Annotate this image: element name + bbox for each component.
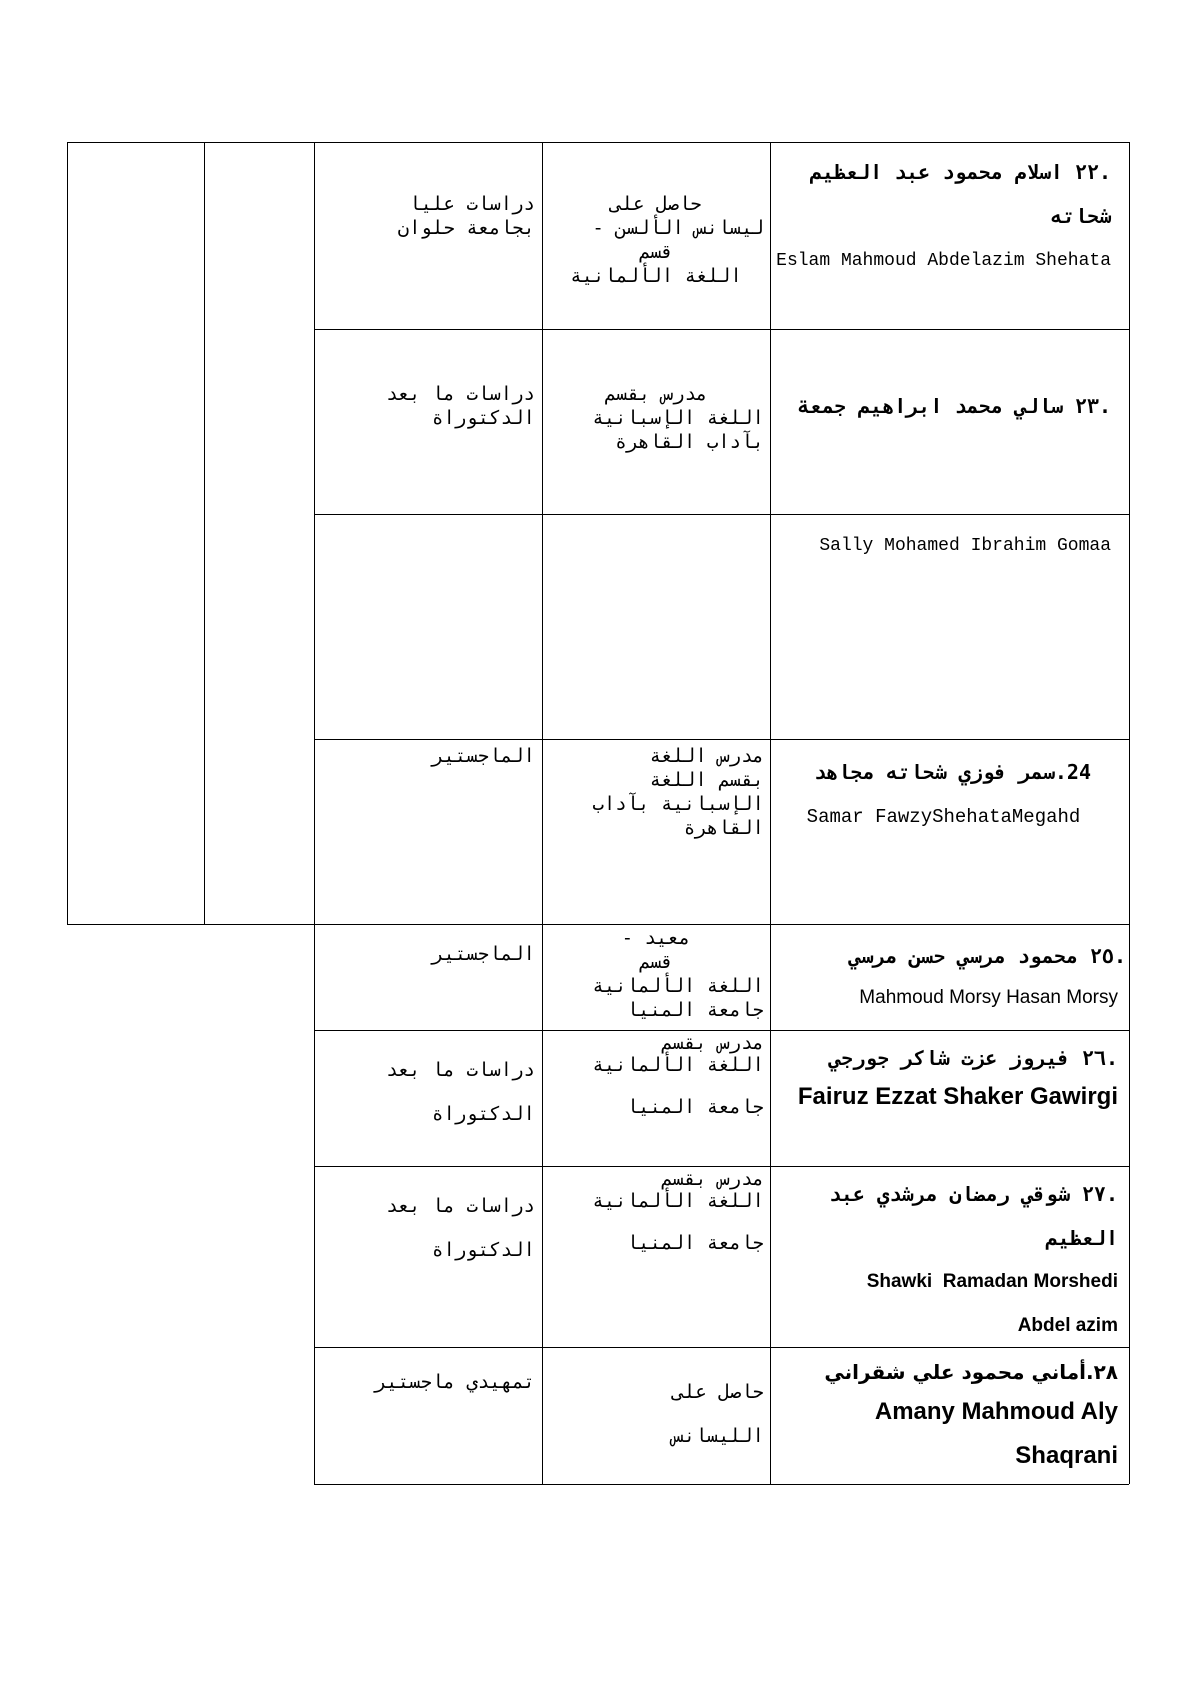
position-line: جامعة المنيا (626, 1096, 764, 1118)
position-line: قسم (638, 241, 674, 263)
grid-line (314, 739, 1129, 740)
grid-line (67, 142, 68, 924)
name-arabic: .٢٦ فيروز عزت شاكر جورجي (828, 1046, 1118, 1070)
name-english: Sally Mohamed Ibrahim Gomaa (819, 536, 1111, 556)
grid-line (67, 924, 1129, 925)
name-english: Amany Mahmoud Aly Shaqrani (874, 1398, 1118, 1469)
position-line: مدرس اللغة (649, 745, 764, 767)
grid-line (314, 1030, 1129, 1031)
table-row (776, 1354, 1118, 1482)
position-line: الليسانس (672, 1425, 764, 1447)
name-english: Shawki Ramadan Morshedi Abdel azim (866, 1271, 1123, 1336)
grid-line (314, 1484, 1129, 1485)
name-arabic: .٢٢ اسلام محمود عبد العظيم شحاته (809, 160, 1111, 228)
grid-line (67, 142, 1129, 143)
position-line: القاهرة (683, 817, 764, 839)
position-line: ليسانس الألسن - (592, 217, 764, 239)
table-row (776, 1036, 1118, 1164)
position-line: اللغة الألمانية (570, 265, 742, 287)
table-row (776, 384, 1111, 512)
grid-line (542, 142, 543, 1484)
name-english: Samar FawzyShehataMegahd (806, 806, 1081, 828)
study-line: الدكتوراة (432, 1239, 535, 1261)
grid-line (314, 142, 315, 1484)
study-line: دراسات ما بعد (386, 1059, 535, 1081)
position-line: جامعة المنيا (626, 999, 764, 1021)
position-line: اللغة الألمانية (592, 1054, 764, 1076)
position-line: مدرس بقسم (661, 1032, 764, 1054)
study-cell (320, 942, 535, 966)
name-english: Fairuz Ezzat Shaker Gawirgi (797, 1083, 1118, 1110)
table-row (776, 150, 1111, 328)
name-arabic: .٢٧ شوقي رمضان مرشدي عبد العظيم (828, 1182, 1118, 1250)
position-cell (548, 1168, 764, 1254)
table-row (776, 934, 1126, 1028)
position-line: اللغة الألمانية (592, 975, 764, 997)
table-row (776, 523, 1111, 623)
study-line: دراسات عليا (409, 193, 535, 215)
name-arabic: 24.سمر فوزي شحاته مجاهد (814, 760, 1091, 784)
study-line: الماجستير (432, 745, 535, 767)
study-cell (320, 1370, 535, 1394)
position-line: قسم (638, 951, 674, 973)
position-line: حاصل على (610, 193, 702, 215)
position-cell (548, 382, 764, 454)
position-line: اللغة الإسبانية (592, 407, 764, 429)
name-arabic: ٢٨.أماني محمود علي شقراني (824, 1360, 1118, 1384)
position-line: معيد - (621, 927, 691, 949)
grid-line (314, 514, 1129, 515)
position-line: بقسم اللغة (649, 769, 764, 791)
position-line: جامعة المنيا (626, 1232, 764, 1254)
name-english: Eslam Mahmoud Abdelazim Shehata (776, 251, 1111, 271)
name-arabic: .٢٣ سالي محمد ابراهيم جمعة (797, 394, 1111, 418)
position-line: اللغة الألمانية (592, 1190, 764, 1212)
study-line: الماجستير (432, 943, 535, 965)
grid-line (770, 142, 771, 1484)
study-cell (320, 192, 535, 240)
name-english: Mahmoud Morsy Hasan Morsy (859, 987, 1118, 1008)
position-cell (548, 926, 764, 1022)
position-line: مدرس بقسم (604, 383, 708, 405)
study-cell (320, 1048, 535, 1136)
position-cell (548, 1032, 764, 1118)
study-line: بجامعة حلوان (397, 217, 535, 239)
grid-line (204, 142, 205, 924)
position-line: الإسبانية بآداب (592, 793, 764, 815)
position-line: مدرس بقسم (661, 1168, 764, 1190)
study-line: تمهيدي ماجستير (374, 1371, 535, 1393)
study-cell (320, 1184, 535, 1272)
study-line: الدكتوراة (432, 407, 535, 429)
position-line: بآداب القاهرة (615, 431, 764, 453)
study-line: دراسات ما بعد (386, 383, 535, 405)
position-line: حاصل على (672, 1381, 764, 1403)
grid-line (314, 1166, 1129, 1167)
grid-line (314, 329, 1129, 330)
study-cell (320, 744, 535, 768)
position-cell (548, 1370, 764, 1458)
name-arabic: .٢٥ محمود مرسي حسن مرسي (849, 944, 1126, 968)
grid-line (1129, 142, 1130, 1484)
position-cell (548, 192, 764, 288)
table-row (776, 750, 1111, 910)
study-cell (320, 382, 535, 430)
study-line: دراسات ما بعد (386, 1195, 535, 1217)
position-cell (548, 744, 764, 840)
study-line: الدكتوراة (432, 1103, 535, 1125)
table-row (776, 1172, 1123, 1346)
